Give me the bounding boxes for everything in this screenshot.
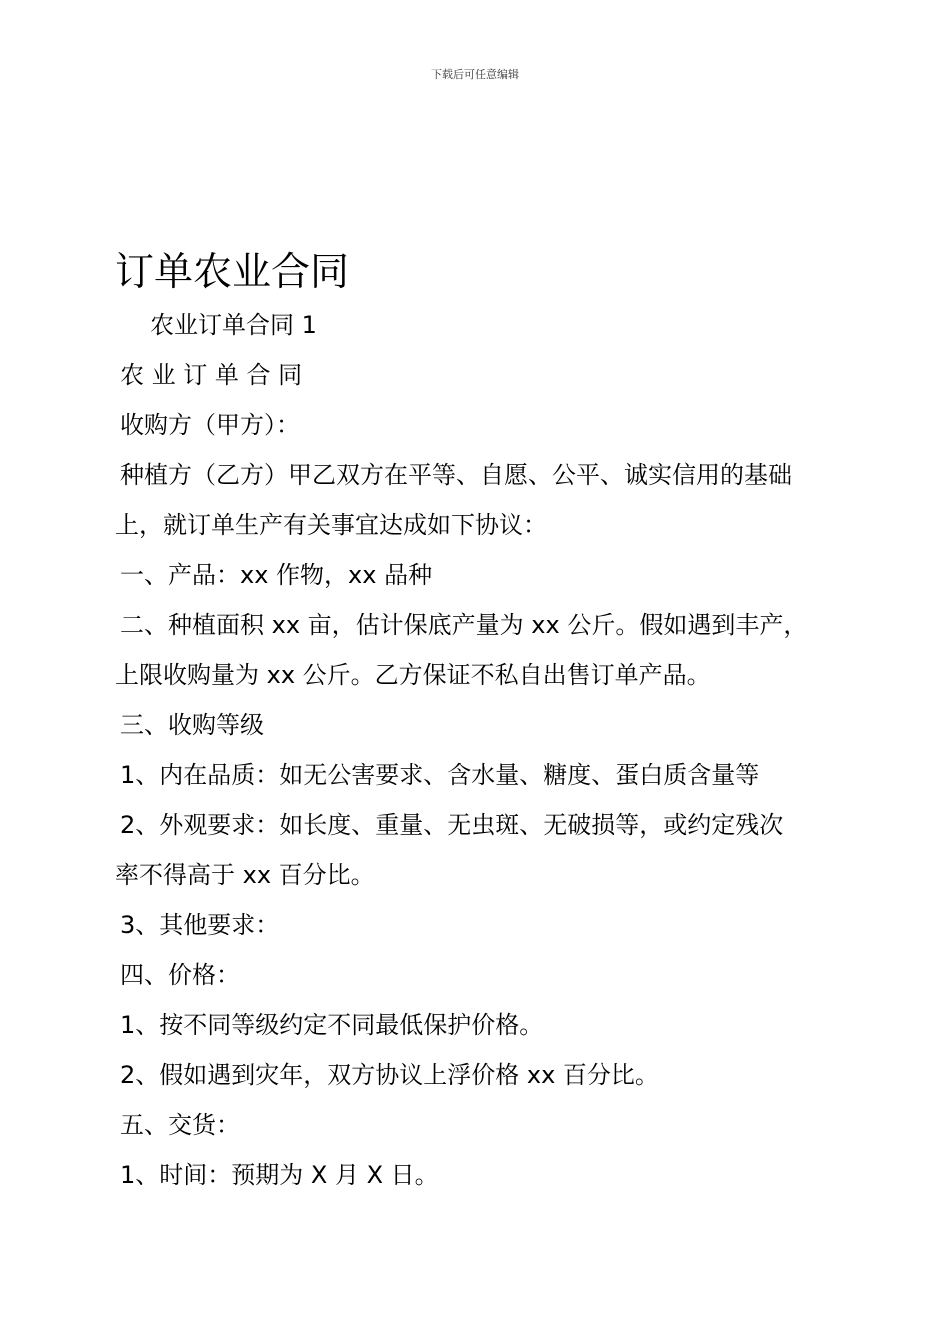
price-item-2: 2、假如遇到灾年，双方协议上浮价格 xx 百分比。 [120, 1061, 659, 1089]
contract-heading: 农 业 订 单 合 同 [120, 361, 303, 389]
grade-item-2: 2、外观要求：如长度、重量、无虫斑、无破损等，或约定残次 [120, 811, 784, 839]
document-body [115, 300, 845, 1200]
clause-delivery: 五、交货： [120, 1111, 240, 1139]
clause-price: 四、价格： [120, 961, 240, 989]
document-title: 订单农业合同 [115, 250, 350, 295]
subtitle: 农业订单合同 1 [150, 311, 317, 339]
grade-item-3: 3、其他要求： [120, 911, 280, 939]
header-note: 下载后可任意编辑 [431, 68, 519, 81]
buyer-line: 收购方（甲方）： [120, 411, 300, 439]
price-item-1: 1、按不同等级约定不同最低保护价格。 [120, 1011, 544, 1039]
clause-grade: 三、收购等级 [120, 711, 264, 739]
clause-area: 二、种植面积 xx 亩，估计保底产量为 xx 公斤。假如遇到丰产， [120, 611, 808, 639]
clause-area-cont: 上限收购量为 xx 公斤。乙方保证不私自出售订单产品。 [115, 661, 711, 689]
agreement-intro: 上，就订单生产有关事宜达成如下协议： [115, 511, 547, 539]
grade-item-2-cont: 率不得高于 xx 百分比。 [115, 861, 375, 889]
grade-item-1: 1、内在品质：如无公害要求、含水量、糖度、蛋白质含量等 [120, 761, 760, 789]
delivery-item-1: 1、时间：预期为 X 月 X 日。 [120, 1161, 439, 1189]
clause-product: 一、产品：xx 作物，xx 品种 [120, 561, 433, 589]
grower-line: 种植方（乙方）甲乙双方在平等、自愿、公平、诚实信用的基础 [120, 461, 792, 489]
